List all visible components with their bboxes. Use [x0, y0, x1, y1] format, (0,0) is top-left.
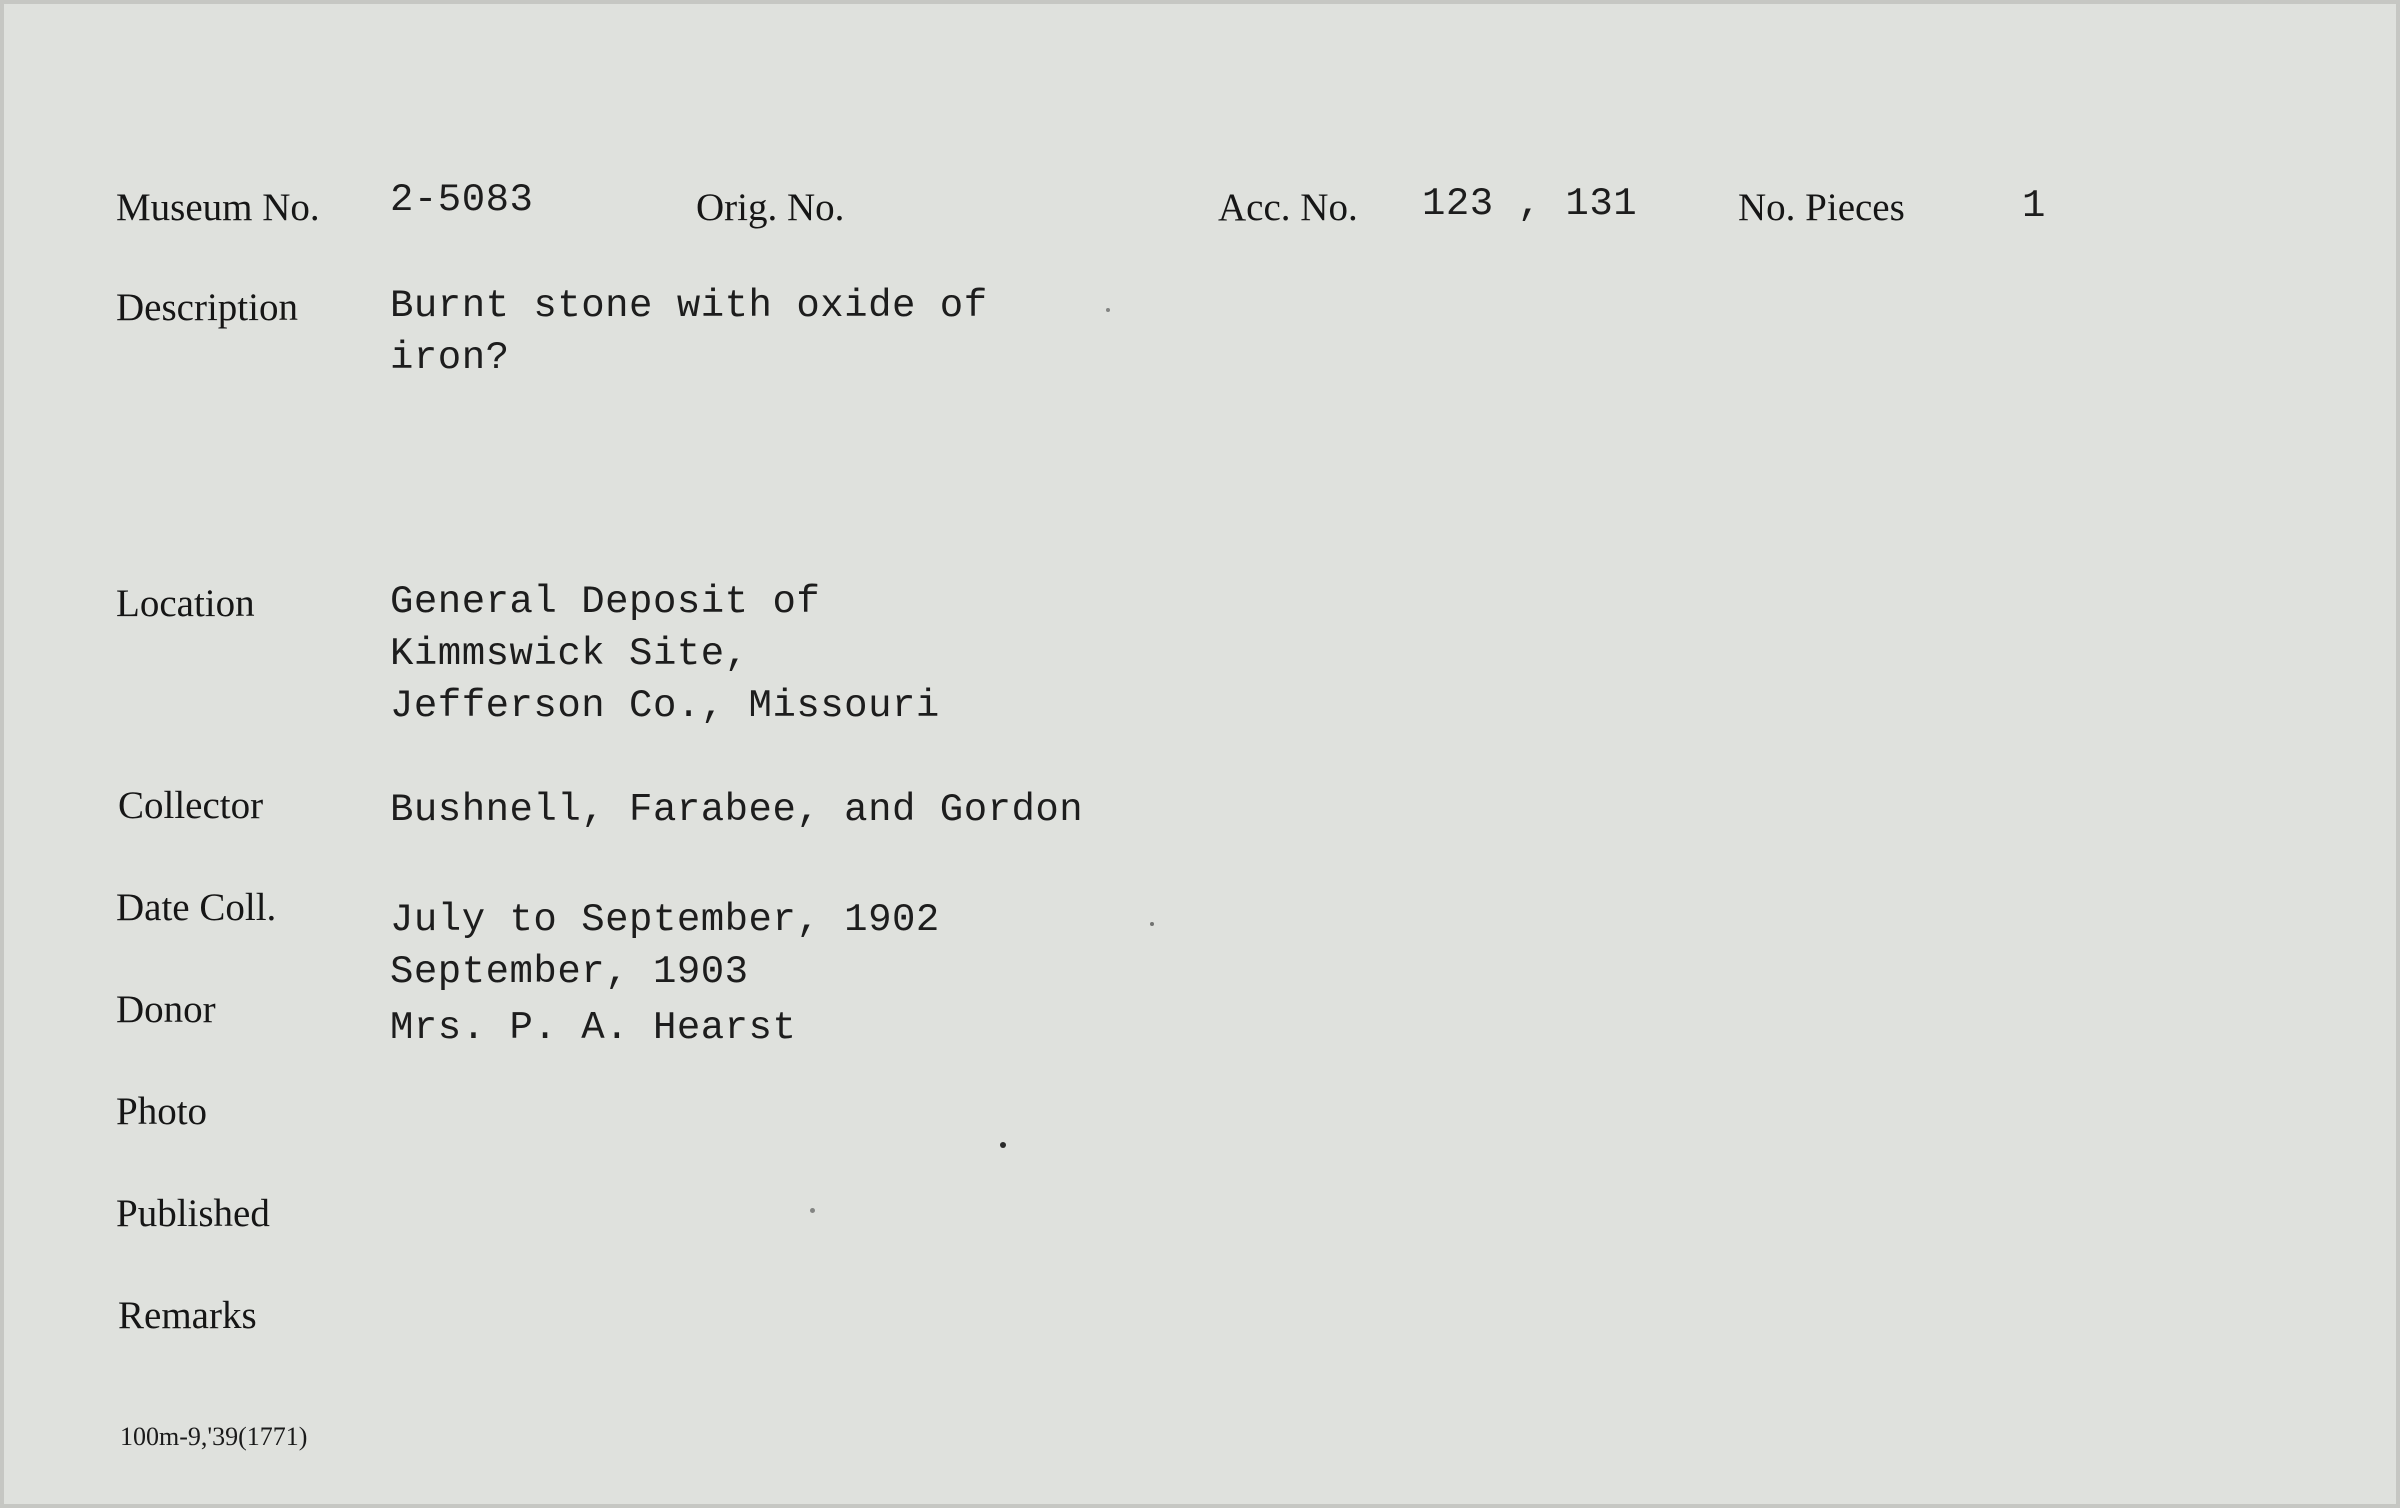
ink-speck	[1106, 308, 1110, 312]
location-line: Jefferson Co., Missouri	[390, 684, 940, 728]
location-value	[390, 576, 940, 732]
location-line: Kimmswick Site,	[390, 632, 749, 676]
orig-no-label: Orig. No.	[696, 186, 845, 229]
ink-speck	[1000, 1142, 1006, 1148]
photo-label: Photo	[116, 1090, 208, 1133]
description-value	[390, 280, 988, 384]
description-line: iron?	[390, 336, 510, 380]
ink-speck	[810, 1208, 815, 1213]
ink-speck	[1150, 922, 1154, 926]
description-line: Burnt stone with oxide of	[390, 284, 988, 328]
date-coll-value	[390, 894, 940, 998]
description-label: Description	[116, 286, 298, 329]
remarks-label: Remarks	[118, 1294, 257, 1337]
donor-value: Mrs. P. A. Hearst	[390, 1006, 797, 1050]
no-pieces-label: No. Pieces	[1738, 186, 1905, 229]
form-code: 100m-9,'39(1771)	[120, 1422, 308, 1451]
date-coll-line: September, 1903	[390, 950, 749, 994]
museum-no-value: 2-5083	[390, 178, 534, 222]
date-coll-line: July to September, 1902	[390, 898, 940, 942]
date-coll-label: Date Coll.	[116, 886, 277, 929]
museum-no-label: Museum No.	[116, 186, 320, 229]
no-pieces-value: 1	[2022, 184, 2046, 228]
acc-no-value: 123 , 131	[1422, 182, 1638, 226]
location-line: General Deposit of	[390, 580, 821, 624]
published-label: Published	[116, 1192, 270, 1235]
acc-no-label: Acc. No.	[1218, 186, 1358, 229]
collector-label: Collector	[118, 784, 264, 827]
donor-label: Donor	[116, 988, 216, 1031]
location-label: Location	[116, 582, 255, 625]
collector-value: Bushnell, Farabee, and Gordon	[390, 788, 1084, 832]
